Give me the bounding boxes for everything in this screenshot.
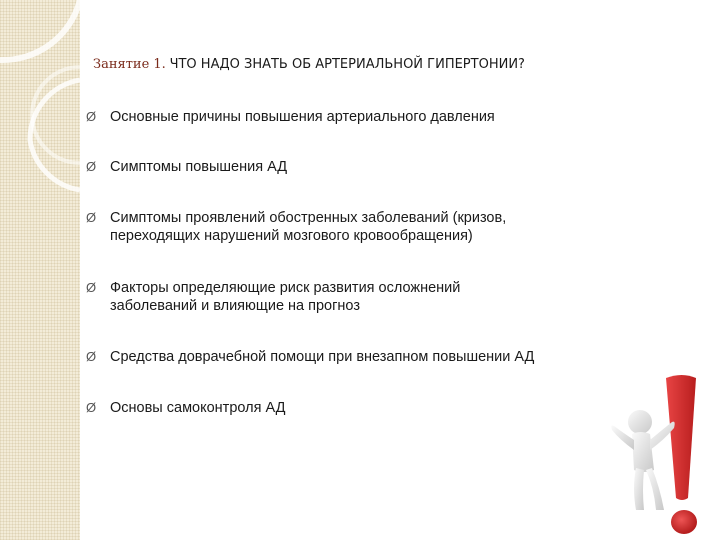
bullet-item-risk-factors [86,279,460,315]
decorative-arcs [0,0,80,540]
exclamation-dot [671,510,697,534]
person-with-exclamation-icon [600,370,710,540]
arrow-bullet-icon: Ø [86,210,97,225]
bullet-text [110,279,460,315]
figure-right-leg [646,468,664,510]
arrow-bullet-icon: Ø [86,349,97,364]
bullet-text [110,108,495,126]
bullet-text [110,348,534,366]
arrow-bullet-icon: Ø [86,159,97,174]
bullet-text [110,209,506,245]
bullet-text [110,158,287,176]
bullet-item-self-control [86,399,285,417]
arrow-bullet-icon: Ø [86,280,97,295]
decorative-side-band [0,0,80,540]
title-prefix: Занятие 1. [93,57,166,72]
title-text: ЧТО НАДО ЗНАТЬ ОБ АРТЕРИАЛЬНОЙ ГИПЕРТОНИИ? [169,57,525,72]
bullet-item-first-aid [86,348,534,366]
bullet-text [110,399,285,417]
bullet-item-causes [86,108,495,126]
arrow-bullet-icon: Ø [86,109,97,124]
bullet-item-crisis-symptoms [86,209,506,245]
bullet-line: Симптомы повышения АД [110,159,288,175]
bullet-line: Основные причины повышения артериального давления [110,109,495,125]
slide-title [93,56,525,72]
bullet-line: заболеваний и влияющие на прогноз [110,298,360,314]
arrow-bullet-icon: Ø [86,400,97,415]
bullet-line: Симптомы проявлений обостренных заболеваний (кризов, [110,210,507,226]
figure-left-leg [634,468,644,510]
bullet-line: Факторы определяющие риск развития осложнений [110,280,461,296]
bullet-item-symptoms [86,158,287,176]
figure-head [628,410,652,434]
figure-body [632,432,654,472]
exclamation-bar [666,375,696,500]
bullet-line: Средства доврачебной помощи при внезапном повышении АД [110,349,535,365]
bullet-line: Основы самоконтроля АД [110,400,286,416]
bullet-line: переходящих нарушений мозгового кровообращения) [110,228,473,244]
